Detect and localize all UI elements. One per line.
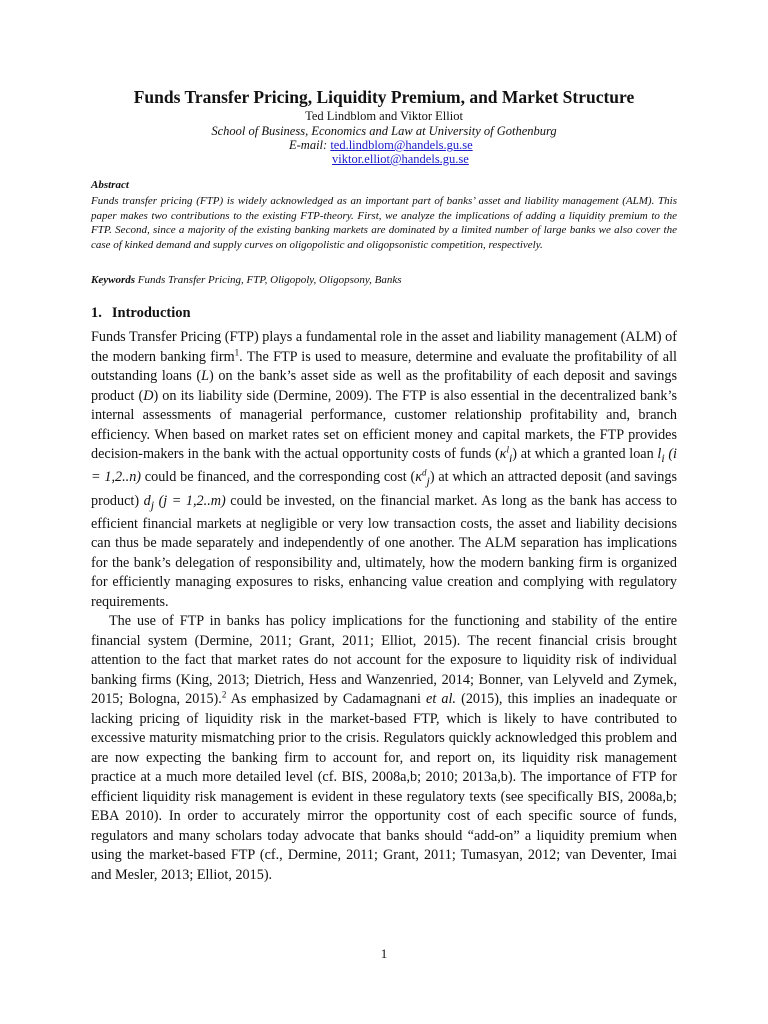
section-title: Introduction <box>111 305 191 321</box>
email-line-2 <box>332 152 469 167</box>
abstract-heading: Abstract <box>91 179 129 191</box>
keywords-text: Funds Transfer Pricing, FTP, Oligopoly, Oligopsony, Banks <box>137 274 402 286</box>
email-label: E-mail: <box>289 138 328 152</box>
keywords-line <box>91 274 677 286</box>
author-affiliation: School of Business, Economics and Law at University of Gothenburg <box>211 124 557 138</box>
section-heading <box>91 305 191 322</box>
email-link-lindblom[interactable]: ted.lindblom@handels.gu.se <box>330 138 473 152</box>
body-text <box>91 328 677 885</box>
paper-title: Funds Transfer Pricing, Liquidity Premium, and Market Structure <box>133 87 635 107</box>
math-loan-li: $l_i$ <box>657 446 665 465</box>
math-deposit-dj: $d_j$ <box>143 492 155 512</box>
page-number: 1 <box>380 946 388 961</box>
math-kappa-loan: $\kappa^l_i$ <box>499 444 513 465</box>
math-kappa-deposit: $\kappa^d_j$ <box>415 467 430 489</box>
paragraph-1: Funds Transfer Pricing (FTP) plays a fundamental role in the asset and liability management (ALM) of the modern banking firm$^1$. The FTP is used to measure, determine and evaluate the profitability of all outstanding loans (L) on the bank’s asset side as well as the profitability of each deposit and savings product (D) on its liability side (Dermine, 2009). The FTP is also essential in the decentralized bank’s internal assessments of managerial performance, customer relationship profitability and, branch efficiency. When based on market rates set on efficient money and capital markets, the FTP provides decision-makers in the bank with the actual opportunity costs of funds $(\kappa^l_i)$ at which a granted loan $l_i$ (i = 1,2..n) could be financed, and the corresponding cost $(\kappa^d_j)$ at which an attracted deposit (and savings product) $d_j$ (j = 1,2..m) could be invested, on the financial market. As long as the bank has access to efficient financial markets at negligible or very low transaction costs, the asset and liability decisions can thus be made separately and independently of one another. The ALM separation has implications for the bank’s delegation of responsibility and, ultimately, how the modern banking firm is organized for efficiently managing exposures to risks, enhancing value creation and complying with regulatory requirements. <box>91 329 678 610</box>
paragraph-2: The use of FTP in banks has policy implications for the functioning and stability of the entire financial system (Dermine, 2011; Grant, 2011; Elliot, 2015). The recent financial crisis brought attention to the fact that market rates do not account for the exposure to liquidity risk of individual banking firms (King, 2013; Dietrich, Hess and Wanzenried, 2014; Bonner, van Lelyveld and Zymek, 2015; Bologna, 2015).$^2$ As emphasized by Cadamagnani et al. (2015), this implies an inadequate or lacking pricing of liquidity risk in the market-based FTP, which is likely to have contributed to excessive maturity mismatching prior to the crisis. Regulators quickly acknowledged this problem and are now expecting the banking firm to account for, and report on, its liquidity risk management practice at a much more detailed level (cf. BIS, 2008a,b; 2010; 2013a,b). The importance of FTP for efficient liquidity risk management is evident in these regulatory texts (see specifically BIS, 2008a,b; EBA 2010). In order to accurately mirror the opportunity cost of each specific source of funds, regulators and many scholars today advocate that banks should “add-on” a liquidity premium when using the market-based FTP (cf., Dermine, 2011; Grant, 2011; Tumasyan, 2012; van Deventer, Imai and Mesler, 2013; Elliot, 2015). <box>91 613 677 883</box>
footnote-marker-1[interactable]: 1 <box>234 346 240 357</box>
section-number: 1. <box>91 305 102 321</box>
footnote-marker-2[interactable]: 2 <box>221 689 227 700</box>
author-names: Ted Lindblom and Viktor Elliot <box>305 109 463 123</box>
email-line <box>289 138 473 153</box>
abstract-text: Funds transfer pricing (FTP) is widely acknowledged as an important part of banks’ asset and liability management (ALM). This paper makes two contributions to the existing FTP-theory. First, we analyze the implications of adding a liquidity premium to the FTP. Second, since a majority of the existing banking markets are dominated by a limited number of large banks we also cover the case of kinked demand and supply curves on oligopolistic and oligopsonistic competition, respectively. <box>91 195 677 251</box>
email-link-elliot[interactable]: viktor.elliot@handels.gu.se <box>332 152 469 166</box>
keywords-label: Keywords <box>91 274 135 286</box>
